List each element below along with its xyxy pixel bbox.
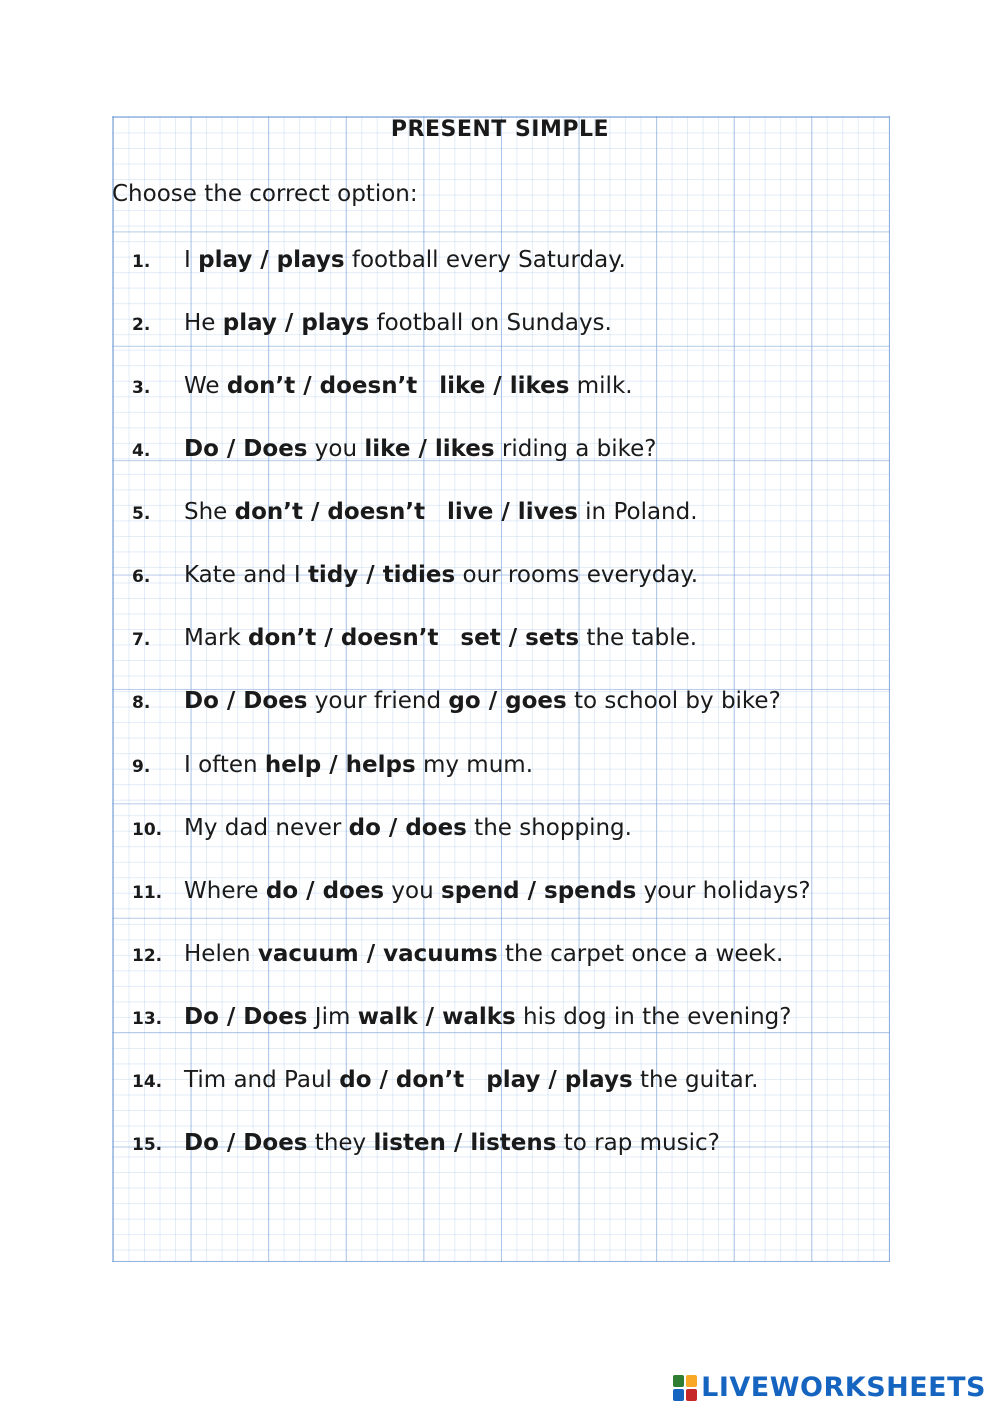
exercise-item bbox=[132, 1130, 720, 1166]
item-number: 2. bbox=[132, 315, 151, 336]
sentence-text: the table. bbox=[579, 625, 698, 652]
answer-options[interactable]: listen / listens bbox=[373, 1129, 557, 1156]
item-sentence bbox=[184, 1130, 720, 1156]
exercise-item bbox=[132, 1067, 758, 1103]
sentence-text: the guitar. bbox=[632, 1066, 759, 1093]
answer-options[interactable]: do / don’t bbox=[339, 1066, 465, 1093]
sentence-text: in Poland. bbox=[577, 499, 698, 526]
exercise-item bbox=[132, 625, 697, 661]
answer-options[interactable]: vacuum / vacuums bbox=[257, 940, 498, 967]
item-number: 3. bbox=[132, 378, 151, 399]
exercise-item bbox=[132, 815, 632, 851]
item-number: 8. bbox=[132, 693, 151, 714]
item-number: 10. bbox=[132, 819, 163, 840]
answer-options[interactable]: walk / walks bbox=[357, 1003, 516, 1030]
sentence-text: Where bbox=[184, 877, 266, 904]
answer-options[interactable]: like / likes bbox=[439, 373, 570, 400]
exercise-item bbox=[132, 436, 656, 472]
sentence-text: Jim bbox=[307, 1003, 358, 1030]
sentence-text: I often bbox=[184, 751, 265, 778]
logo-square-1 bbox=[673, 1375, 684, 1387]
item-number: 12. bbox=[132, 945, 163, 966]
item-number: 1. bbox=[132, 252, 151, 272]
sentence-text: our rooms everyday. bbox=[455, 562, 699, 589]
sentence-text bbox=[425, 499, 447, 525]
sentence-text: to school by bike? bbox=[566, 688, 781, 715]
sentence-text: Tim and Paul bbox=[184, 1066, 340, 1093]
answer-options[interactable]: don’t / doesn’t bbox=[234, 499, 426, 526]
item-sentence bbox=[184, 310, 612, 336]
exercise-item bbox=[132, 941, 783, 977]
exercise-item bbox=[132, 752, 533, 788]
answer-options[interactable]: like / likes bbox=[364, 436, 495, 463]
answer-options[interactable]: Do / Does bbox=[184, 436, 308, 463]
logo-square-3 bbox=[673, 1389, 684, 1401]
answer-options[interactable]: don’t / doesn’t bbox=[226, 373, 418, 400]
answer-options[interactable]: live / lives bbox=[447, 499, 578, 526]
item-sentence bbox=[184, 247, 626, 273]
sentence-text: Mark bbox=[184, 625, 249, 652]
item-sentence bbox=[184, 688, 781, 714]
answer-options[interactable]: go / goes bbox=[448, 688, 567, 715]
answer-options[interactable]: don’t / doesn’t bbox=[248, 625, 439, 652]
answer-options[interactable]: Do / Does bbox=[184, 688, 308, 715]
sentence-text: your holidays? bbox=[636, 877, 811, 904]
logo-text: LIVEWORKSHEETS bbox=[701, 1372, 986, 1403]
sentence-text: they bbox=[307, 1129, 374, 1156]
sentence-text: your friend bbox=[307, 688, 449, 715]
item-sentence bbox=[184, 1067, 758, 1093]
exercise-item bbox=[132, 247, 626, 283]
item-number: 11. bbox=[132, 882, 163, 903]
sentence-text bbox=[438, 625, 460, 651]
exercise-item bbox=[132, 310, 612, 346]
answer-options[interactable]: set / sets bbox=[460, 625, 580, 652]
item-sentence bbox=[184, 436, 656, 462]
answer-options[interactable]: play / plays bbox=[222, 310, 370, 337]
exercise-item bbox=[132, 1004, 791, 1040]
sentence-text bbox=[464, 1067, 486, 1093]
sentence-text: his dog in the evening? bbox=[515, 1003, 792, 1030]
exercise-item bbox=[132, 878, 811, 914]
sentence-text: My dad never bbox=[184, 814, 349, 841]
answer-options[interactable]: Do / Does bbox=[184, 1003, 308, 1030]
sentence-text: you bbox=[384, 877, 442, 904]
answer-options[interactable]: play / plays bbox=[486, 1066, 633, 1093]
answer-options[interactable]: play / plays bbox=[198, 247, 345, 273]
exercise-item bbox=[132, 373, 633, 409]
item-sentence bbox=[184, 562, 698, 588]
item-number: 15. bbox=[132, 1134, 163, 1155]
sentence-text: Kate and I bbox=[184, 562, 308, 589]
answer-options[interactable]: tidy / tidies bbox=[307, 562, 456, 589]
item-number: 9. bbox=[132, 756, 151, 777]
sentence-text: football every Saturday. bbox=[344, 247, 626, 273]
sentence-text: She bbox=[184, 499, 235, 526]
sentence-text: He bbox=[184, 310, 223, 337]
sentence-text: my mum. bbox=[415, 751, 534, 778]
item-sentence bbox=[184, 625, 697, 651]
sentence-text: milk. bbox=[569, 373, 633, 400]
instruction-text: Choose the correct option: bbox=[112, 181, 418, 207]
logo-square-2 bbox=[686, 1375, 697, 1387]
answer-options[interactable]: Do / Does bbox=[184, 1129, 308, 1156]
logo-square-4 bbox=[686, 1389, 697, 1401]
sentence-text: the carpet once a week. bbox=[497, 940, 784, 967]
item-sentence bbox=[184, 878, 811, 904]
item-sentence bbox=[184, 941, 783, 967]
answer-options[interactable]: do / does bbox=[348, 814, 467, 841]
answer-options[interactable]: spend / spends bbox=[441, 877, 637, 904]
item-number: 5. bbox=[132, 504, 151, 525]
worksheet-title: PRESENT SIMPLE bbox=[390, 117, 610, 142]
sentence-text: to rap music? bbox=[556, 1129, 720, 1156]
sentence-text: We bbox=[184, 373, 227, 400]
liveworksheets-logo-icon bbox=[673, 1375, 697, 1401]
exercise-item bbox=[132, 499, 698, 535]
item-sentence bbox=[184, 1004, 791, 1030]
item-number: 6. bbox=[132, 567, 151, 588]
item-sentence bbox=[184, 499, 698, 525]
sentence-text bbox=[417, 373, 439, 399]
item-sentence bbox=[184, 752, 533, 778]
item-number: 13. bbox=[132, 1008, 163, 1029]
sentence-text: riding a bike? bbox=[494, 436, 657, 463]
sentence-text: Helen bbox=[184, 940, 258, 967]
item-sentence bbox=[184, 815, 632, 841]
sentence-text: you bbox=[307, 436, 365, 463]
item-number: 14. bbox=[132, 1071, 163, 1092]
exercise-item bbox=[132, 562, 698, 598]
sentence-text: I bbox=[184, 247, 199, 273]
answer-options[interactable]: do / does bbox=[265, 877, 385, 904]
item-number: 4. bbox=[132, 441, 151, 462]
item-sentence bbox=[184, 373, 633, 399]
exercise-item bbox=[132, 688, 781, 724]
liveworksheets-logo bbox=[673, 1372, 986, 1403]
item-number: 7. bbox=[132, 630, 151, 651]
sentence-text: the shopping. bbox=[466, 814, 632, 841]
answer-options[interactable]: help / helps bbox=[264, 751, 416, 778]
sentence-text: football on Sundays. bbox=[369, 310, 612, 337]
